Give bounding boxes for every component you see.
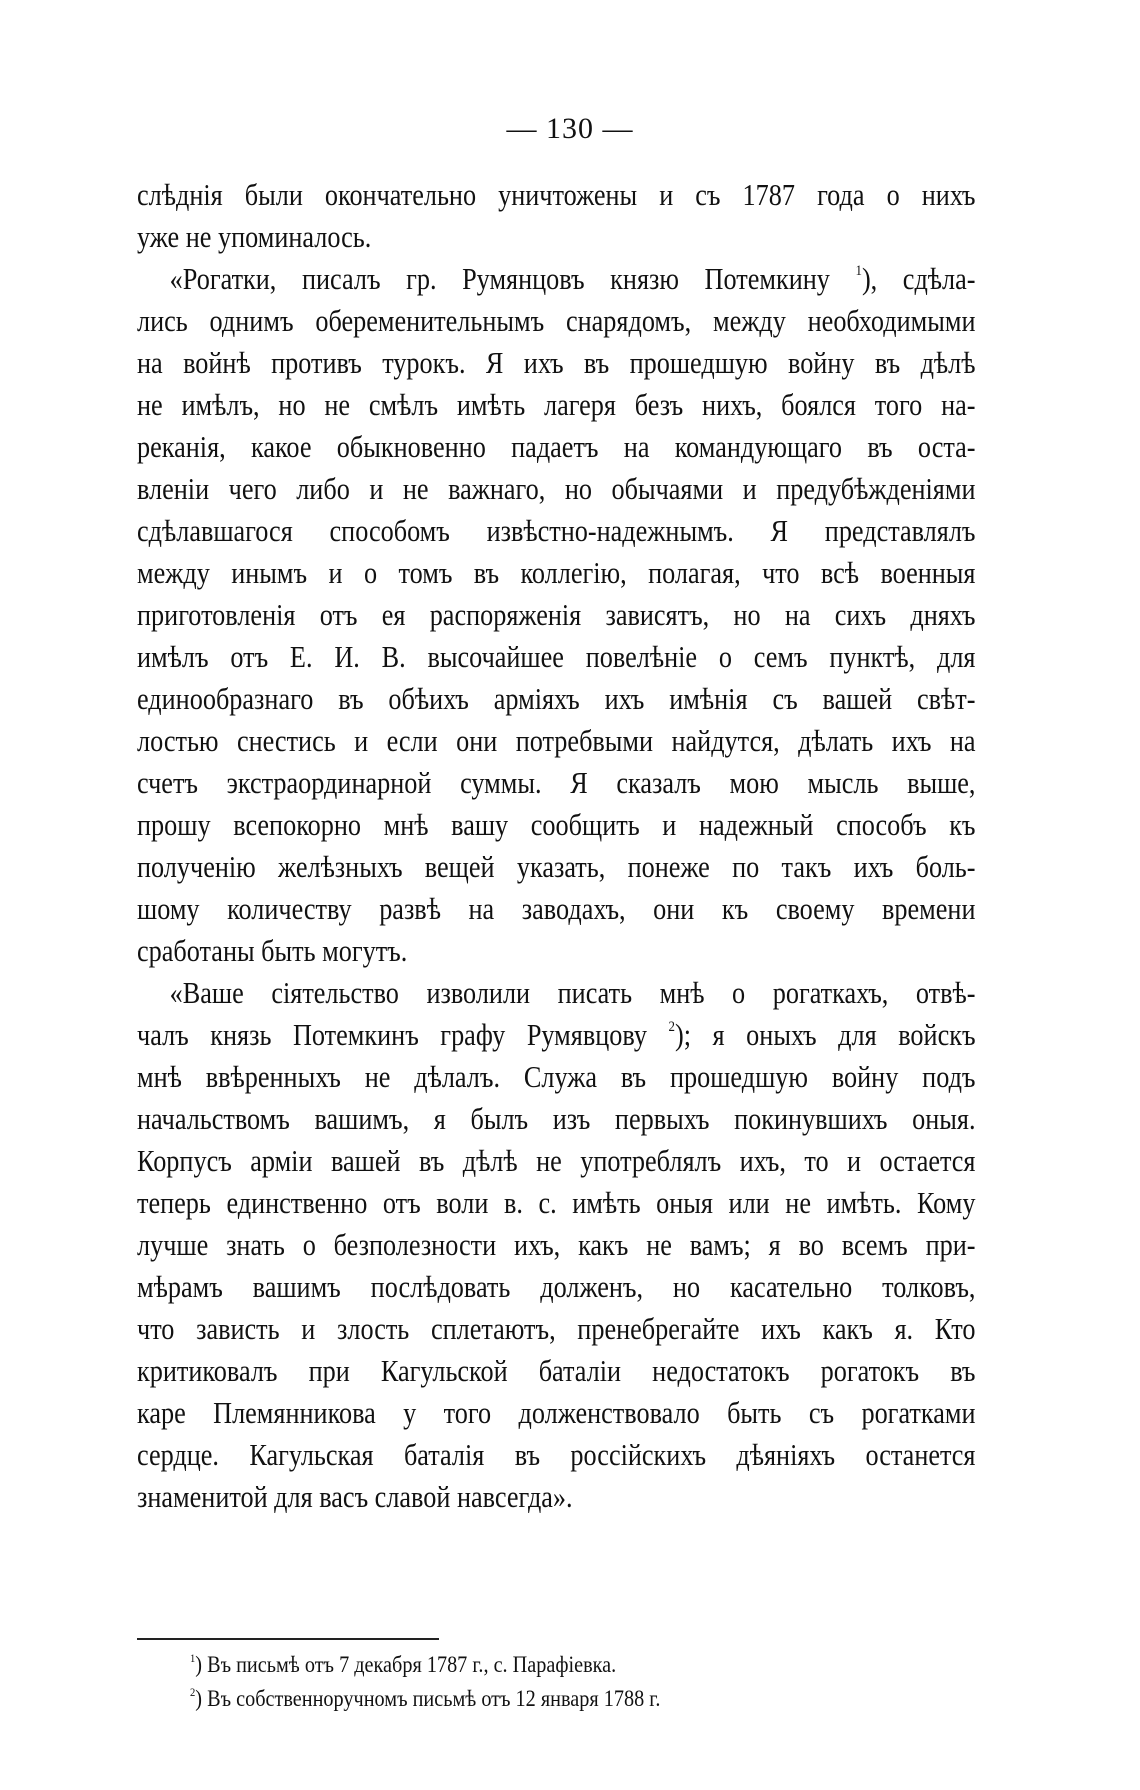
text-line [137, 258, 976, 300]
text-line: между инымъ и о томъ въ коллегію, полагая, что всѣ военныя [137, 556, 976, 590]
text-line: полученію желѣзныхъ вещей указать, понеже по такъ ихъ боль- [137, 850, 976, 884]
text-line: что зависть и злость сплетаютъ, пренебрегайте ихъ какъ я. Кто [137, 1312, 976, 1346]
page-number: — 130 — [506, 112, 634, 145]
text-line: Корпусъ арміи вашей въ дѣлѣ не употреблялъ ихъ, то и остается [137, 1144, 976, 1178]
text-line: сердце. Кагульская баталія въ россійскихъ дѣяніяхъ останется [137, 1438, 976, 1472]
text-line: единообразнаго въ обѣихъ арміяхъ ихъ имѣнія съ вашей свѣт- [137, 682, 976, 716]
text-segment: чалъ князь Потемкинъ графу Румявцову [137, 1018, 647, 1052]
text-line: знаменитой для васъ славой навсегда». [137, 1480, 573, 1514]
body-text [137, 174, 975, 1518]
text-line: лучше знать о безполезности ихъ, какъ не вамъ; я во всемъ при- [137, 1228, 976, 1262]
text-line: слѣднія были окончательно уничтожены и съ 1787 года о нихъ [137, 178, 976, 212]
text-line: вленіи чего либо и не важнаго, но обычаями и предубѣжденіями [137, 472, 976, 506]
text-line: не имѣлъ, но не смѣлъ имѣть лагеря безъ нихъ, боялся того на- [137, 388, 976, 422]
text-line: сработаны быть могутъ. [137, 934, 408, 968]
footnotes [190, 1648, 990, 1716]
text-line: мнѣ ввѣренныхъ не дѣлалъ. Служа въ прошедшую войну подъ [137, 1060, 976, 1094]
text-line [137, 1014, 976, 1056]
text-line: уже не упоминалось. [137, 220, 372, 254]
text-line: имѣлъ отъ Е. И. В. высочайшее повелѣніе о семъ пунктѣ, для [137, 640, 976, 674]
text-line: шому количеству развѣ на заводахъ, они къ своему времени [137, 892, 976, 926]
text-line: прошу всепокорно мнѣ вашу сообщить и надежный способъ къ [137, 808, 976, 842]
footnote-text: ) Въ письмѣ отъ 7 декабря 1787 г., с. Парафіевка. [195, 1652, 617, 1677]
text-line: сдѣлавшагося способомъ извѣстно-надежнымъ. Я представлялъ [137, 514, 976, 548]
text-line: мѣрамъ вашимъ послѣдовать долженъ, но касательно толковъ, [137, 1270, 976, 1304]
text-line: на войнѣ противъ турокъ. Я ихъ въ прошедшую войну въ дѣлѣ [137, 346, 976, 380]
footnote-mark: 2 [190, 1685, 196, 1699]
text-line: теперь единственно отъ воли в. с. имѣть оныя или не имѣть. Кому [137, 1186, 976, 1220]
text-line: приготовленія отъ ея распоряженія зависятъ, но на сихъ дняхъ [137, 598, 976, 632]
text-segment: ); я оныхъ для войскъ [674, 1018, 976, 1052]
text-line: критиковалъ при Кагульской баталіи недостатокъ рогатокъ въ [137, 1354, 976, 1388]
text-line: «Ваше сіятельство изволили писать мнѣ о рогаткахъ, отвѣ- [169, 976, 976, 1010]
footnote-mark: 1 [190, 1651, 196, 1665]
footnote-1 [190, 1648, 894, 1682]
footnote-divider [137, 1638, 439, 1640]
text-segment: ), сдѣла- [861, 262, 976, 296]
footnote-ref[interactable]: 1 [855, 263, 862, 279]
text-line: лись однимъ обеременительнымъ снарядомъ, между необходимыми [137, 304, 976, 338]
text-line: реканія, какое обыкновенно падаетъ на командующаго въ оста- [137, 430, 976, 464]
text-line: каре Племянникова у того долженствовало быть съ рогатками [137, 1396, 976, 1430]
text-segment: «Рогатки, писалъ гр. Румянцовъ князю Потемкину [169, 262, 830, 296]
footnote-text: ) Въ собственноручномъ письмѣ отъ 12 января 1788 г. [195, 1686, 661, 1711]
footnote-ref[interactable]: 2 [668, 1019, 675, 1035]
text-line: лостью снестись и если они потребвыми найдутся, дѣлать ихъ на [137, 724, 976, 758]
footnote-2 [190, 1682, 894, 1716]
text-line: начальствомъ вашимъ, я былъ изъ первыхъ покинувшихъ оныя. [137, 1102, 976, 1136]
text-line: счетъ экстраординарной суммы. Я сказалъ мою мысль выше, [137, 766, 976, 800]
